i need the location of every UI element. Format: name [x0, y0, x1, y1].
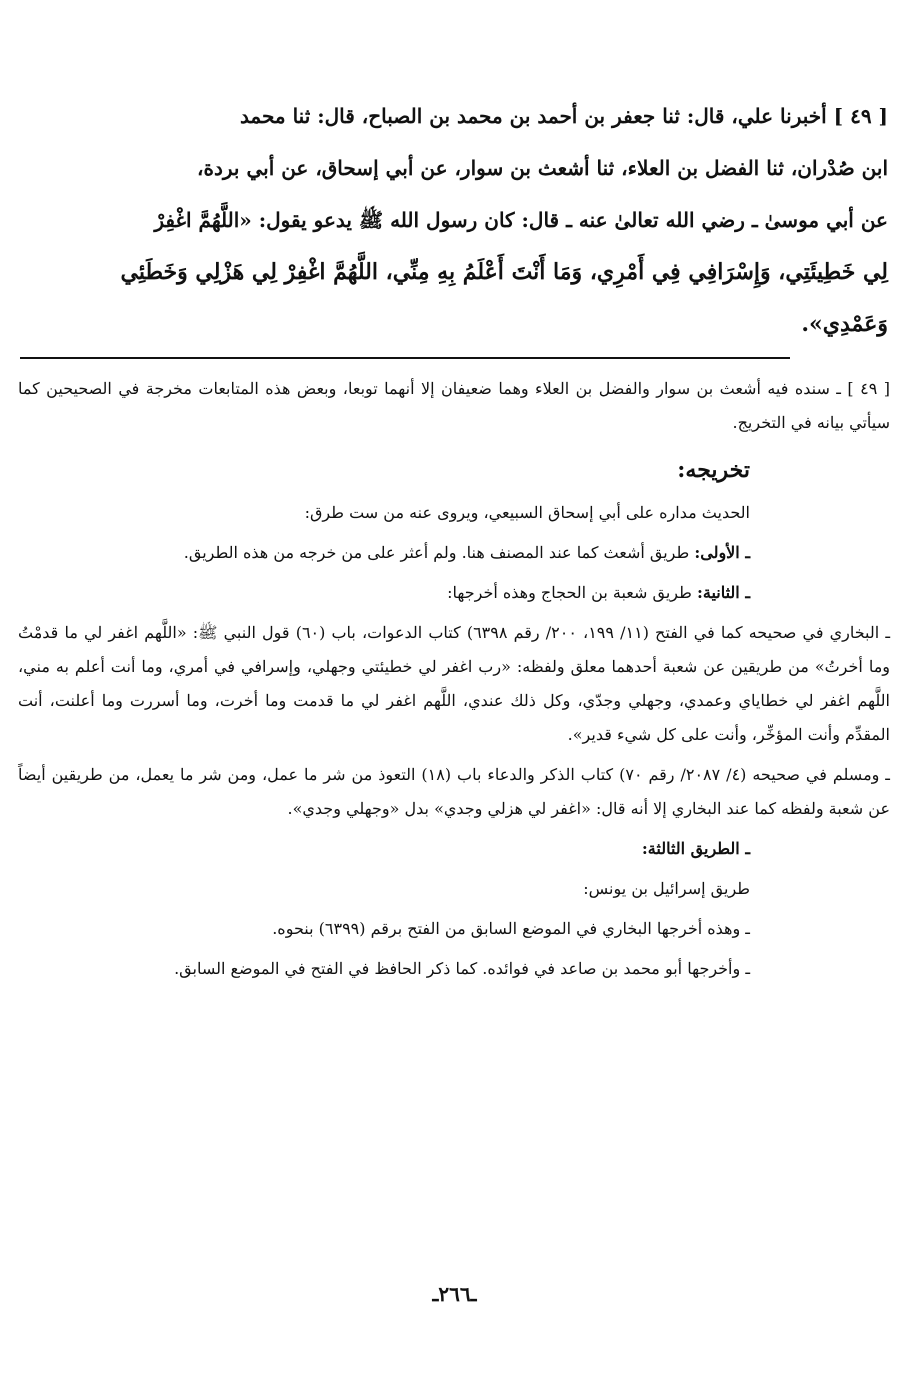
footnote-section	[18, 372, 890, 992]
footnote-divider	[20, 357, 790, 359]
route-first	[18, 536, 750, 570]
hadith-line: لِي خَطِيئَتِي، وَإِسْرَافِي فِي أَمْرِي، وَمَا أَنْتَ أَعْلَمُ بِهِ مِنِّي، اللَّهُمَّ اغْفِرْ لِي هَزْلِي وَخَطَئِي	[120, 259, 888, 285]
route-second-label: ـ الثانية:	[696, 583, 750, 602]
takhrij-heading: تخريجه:	[677, 457, 750, 483]
hadith-line: وَعَمْدِي».	[801, 311, 888, 337]
hadith-line: [ ٤٩ ] أخبرنا علي، قال: ثنا جعفر بن أحمد بن محمد بن الصباح، قال: ثنا محمد	[239, 104, 888, 128]
hadith-line: عن أبي موسىٰ ـ رضي الله تعالىٰ عنه ـ قال: كان رسول الله ﷺ يدعو يقول: «اللَّهُمَّ اغْفِرْ	[154, 208, 888, 232]
route-first-label: ـ الأولى:	[694, 543, 750, 562]
isnad-note: [ ٤٩ ] ـ سنده فيه أشعث بن سوار والفضل بن العلاء وهما ضعيفان إلا أنهما توبعا، وبعض هذه المتابعات مخرجة في الصحيحين كما سيأتي بيانه في التخريج.	[18, 379, 890, 432]
route-third-intro: طريق إسرائيل بن يونس:	[583, 879, 750, 898]
route-second-text: طريق شعبة بن الحجاج وهذه أخرجها:	[447, 583, 697, 602]
page-number: ـ٢٦٦ـ	[432, 1282, 477, 1306]
route-third-item: ـ وأخرجها أبو محمد بن صاعد في فوائده. كما ذكر الحافظ في الفتح في الموضع السابق.	[174, 959, 750, 978]
route-first-text: طريق أشعث كما عند المصنف هنا. ولم أعثر على من خرجه من هذه الطريق.	[183, 543, 695, 562]
route-third-item: ـ وهذه أخرجها البخاري في الموضع السابق من الفتح برقم (٦٣٩٩) بنحوه.	[272, 919, 750, 938]
hadith-text	[22, 90, 888, 350]
hadith-line: ابن صُدْران، ثنا الفضل بن العلاء، ثنا أشعث بن سوار، عن أبي إسحاق، عن أبي بردة،	[197, 156, 888, 180]
route-third-heading: ـ الطريق الثالثة:	[641, 839, 750, 858]
route-second	[18, 576, 750, 610]
muslim-paragraph: ـ ومسلم في صحيحه (٤/ ٢٠٨٧/ رقم ٧٠) كتاب الذكر والدعاء باب (١٨) التعوذ من شر ما عمل، ومن شر ما يعمل، من طريقين أيضاً عن شعبة ولفظه كما عند البخاري إلا أنه قال: «اغفر لي هزلي وجدي» بدل «وجهلي وجدي».	[18, 765, 890, 818]
takhrij-intro: الحديث مداره على أبي إسحاق السبيعي، ويروى عنه من ست طرق:	[304, 503, 750, 522]
bukhari-paragraph: ـ البخاري في صحيحه كما في الفتح (١١/ ١٩٩، ٢٠٠/ رقم ٦٣٩٨) كتاب الدعوات، باب (٦٠) قول النبي ﷺ: «اللَّهم اغفر لي ما قدمْتُ وما أخرتُ» من طريقين عن شعبة أحدهما معلق ولفظه: «رب اغفر لي خطيئتي وجهلي، وإسرافي في أمري، وما أنت أعلم به مني، اللَّهم اغفر لي خطاياي وعمدي، وجهلي وجدّي، وكل ذلك عندي، اللَّهم اغفر لي ما قدمت وما أخرت، وما أسررت وما أعلنت، أنت المقدِّم وأنت المؤخِّر، وأنت على كل شيء قدير».	[18, 623, 891, 744]
